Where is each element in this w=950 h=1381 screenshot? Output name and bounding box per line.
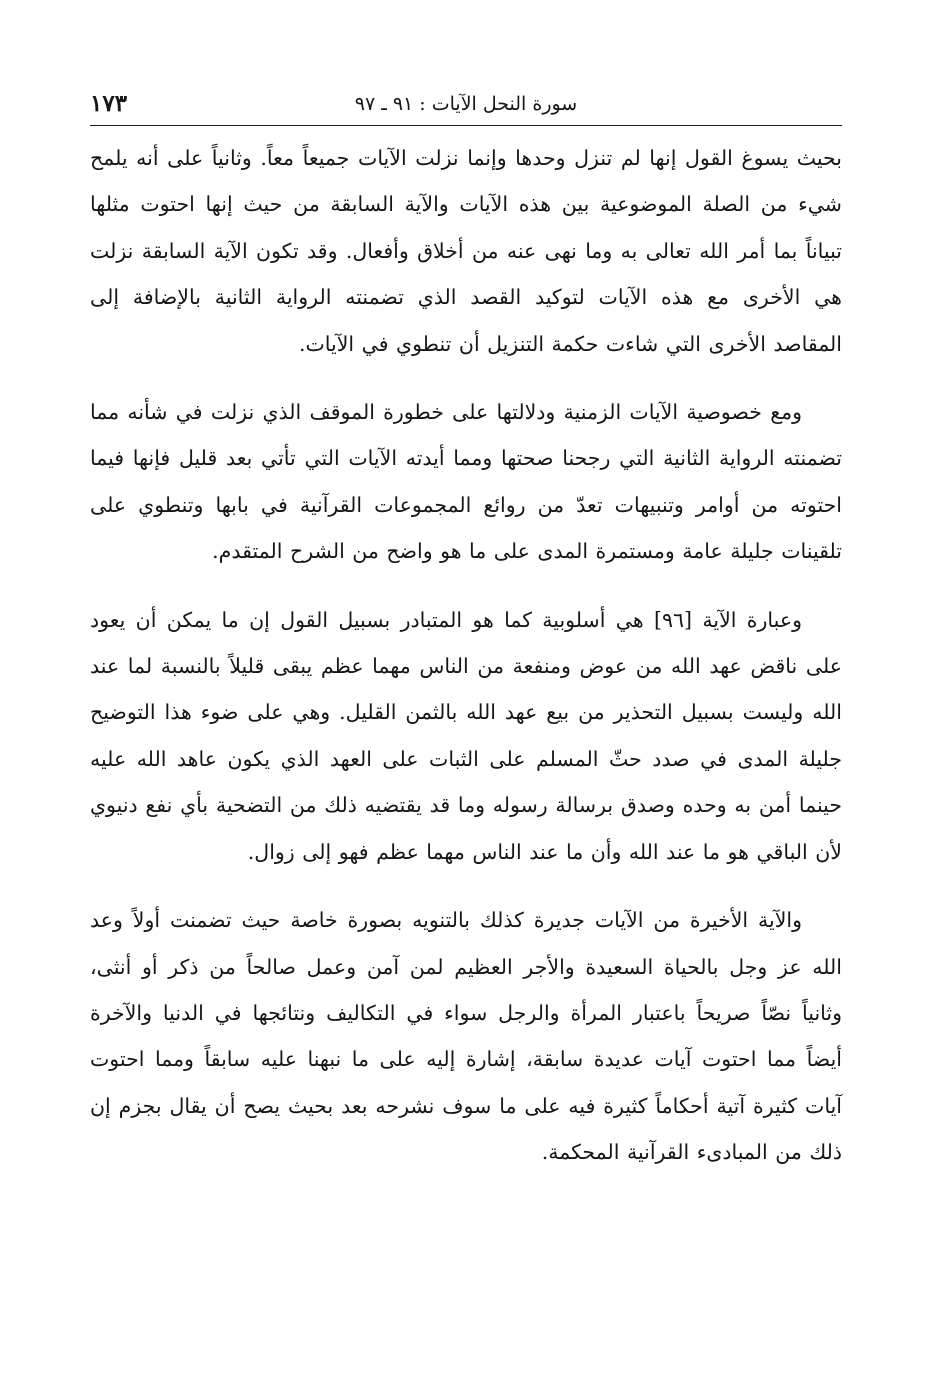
body-text: [90, 135, 842, 1176]
paragraph-2: ومع خصوصية الآيات الزمنية ودلالتها على خطورة الموقف الذي نزلت في شأنه مما تضمنته الرواية الثانية التي رجحنا صحتها ومما أيدته الآيات التي تأتي بعد قليل فإنها فيما احتوته من أوامر وتنبيهات تعدّ من روائع المجموعات القرآنية في بابها وتنطوي على تلقينات جليلة عامة ومستمرة المدى على ما هو واضح من الشرح المتقدم.: [90, 400, 842, 564]
paragraph-4: والآية الأخيرة من الآيات جديرة كذلك بالتنويه بصورة خاصة حيث تضمنت أولاً وعد الله عز وجل بالحياة السعيدة والأجر العظيم لمن آمن وعمل صالحاً من ذكر أو أنثى، وثانياً نصّاً صريحاً باعتبار المرأة والرجل سواء في التكاليف ونتائجها في الدنيا والآخرة أيضاً مما احتوت آيات عديدة سابقة، إشارة إليه على ما نبهنا عليه سابقاً ومما احتوت آيات كثيرة آتية أحكاماً كثيرة فيه على ما سوف نشرحه بعد بحيث يصح أن يقال بجزم إن ذلك من المبادىء القرآنية المحكمة.: [90, 908, 842, 1165]
header-title: سورة النحل الآيات : ٩١ ـ ٩٧: [354, 93, 578, 115]
paragraph-1: بحيث يسوغ القول إنها لم تنزل وحدها وإنما نزلت الآيات جميعاً معاً. وثانياً على أنه يلمح شيء من الصلة الموضوعية بين هذه الآيات والآية السابقة من حيث إنها احتوت مثلها تبياناً بما أمر الله تعالى به وما نهى عنه من أخلاق وأفعال. وقد تكون الآية السابقة نزلت هي الأخرى مع هذه الآيات لتوكيد القصد الذي تضمنته الرواية الثانية بالإضافة إلى المقاصد الأخرى التي شاءت حكمة التنزيل أن تنطوي في الآيات.: [90, 146, 842, 356]
page-number: ١٧٣: [90, 90, 128, 117]
header-rule: [90, 125, 842, 126]
paragraph-3: وعبارة الآية [٩٦] هي أسلوبية كما هو المتبادر بسبيل القول إن ما يمكن أن يعود على ناقض عهد الله من عوض ومنفعة من الناس مهما عظم يبقى قليلاً بالنسبة لما عند الله وليست بسبيل التحذير من بيع عهد الله بالثمن القليل. وهي على ضوء هذا التوضيح جليلة المدى في صدد حثّ المسلم على الثبات على العهد الذي يكون عاهد الله عليه حينما أمن به وحده وصدق برسالة رسوله وما قد يقتضيه ذلك من التضحية بأي نفع دنيوي لأن الباقي هو ما عند الله وأن ما عند الناس مهما عظم فهو إلى زوال.: [90, 607, 842, 864]
running-header: [90, 86, 842, 122]
